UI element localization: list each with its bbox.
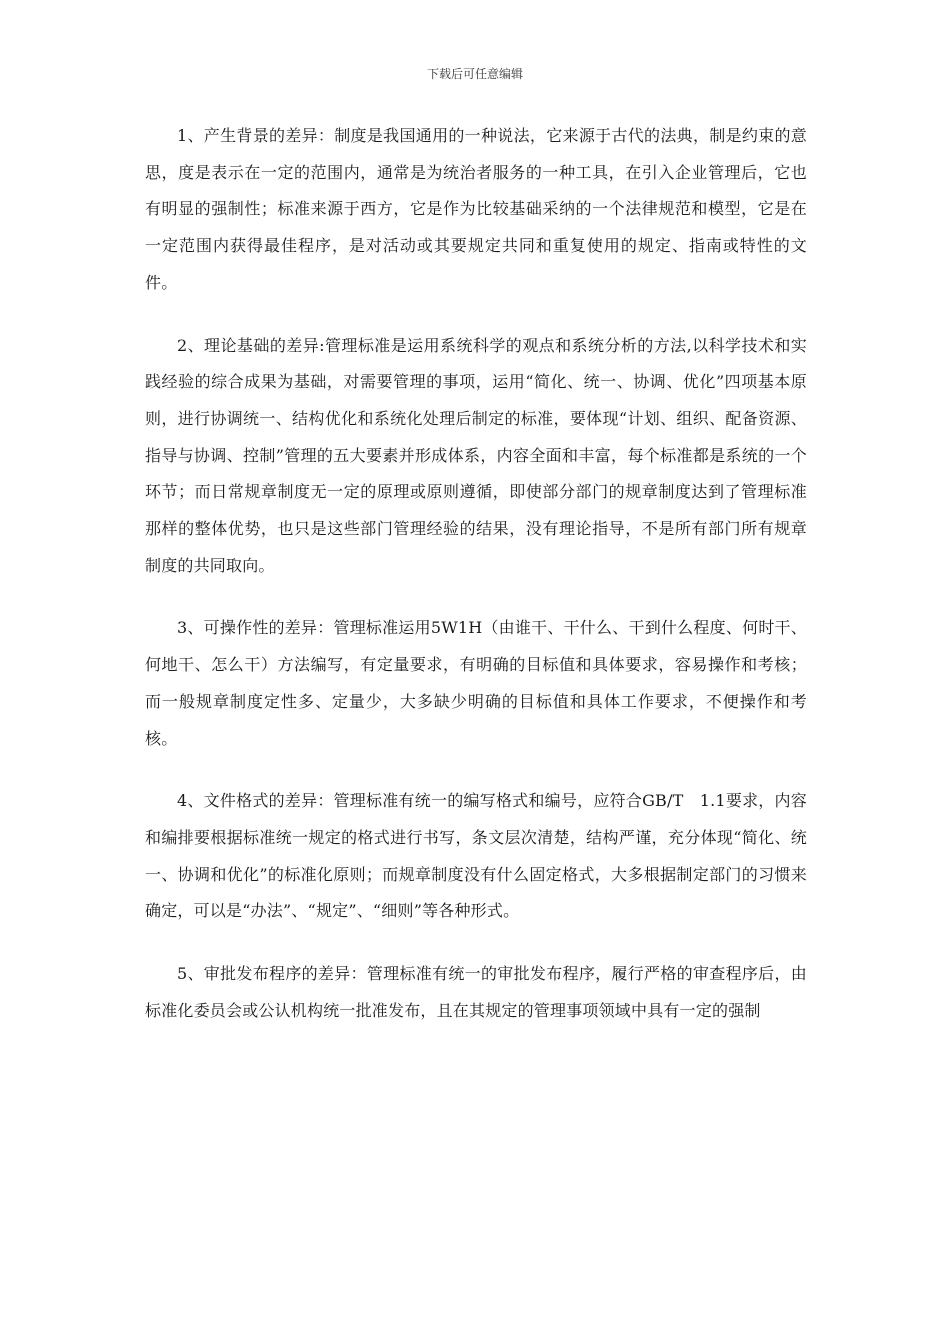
paragraph-3: 3、可操作性的差异：管理标准运用5W1H（由谁干、干什么、干到什么程度、何时干、何地干、怎么干）方法编写，有定量要求，有明确的目标值和具体要求，容易操作和考核；而一般规章制度定性多、定量少，大多缺少明确的目标值和具体工作要求，不便操作和考核。 xyxy=(145,618,807,748)
header-note: 下载后可任意编辑 xyxy=(426,67,523,81)
paragraph-5: 5、审批发布程序的差异：管理标准有统一的审批发布程序，履行严格的审查程序后，由标准化委员会或公认机构统一批准发布，且在其规定的管理事项领域中具有一定的强制 xyxy=(145,964,807,1020)
paragraph-1: 1、产生背景的差异：制度是我国通用的一种说法，它来源于古代的法典，制是约束的意思，度是表示在一定的范围内，通常是为统治者服务的一种工具，在引入企业管理后，它也有明显的强制性；标准来源于西方，它是作为比较基础采纳的一个法律规范和模型，它是在一定范围内获得最佳程序，是对活动或其要规定共同和重复使用的规定、指南或特性的文件。 xyxy=(145,126,807,292)
paragraph-2: 2、理论基础的差异:管理标准是运用系统科学的观点和系统分析的方法,以科学技术和实践经验的综合成果为基础，对需要管理的事项，运用“简化、统一、协调、优化”四项基本原则，进行协调统一、结构优化和系统化处理后制定的标准，要体现“计划、组织、配备资源、指导与协调、控制”管理的五大要素并形成体系，内容全面和丰富，每个标准都是系统的一个环节；而日常规章制度无一定的原理或原则遵循，即使部分部门的规章制度达到了管理标准那样的整体优势，也只是这些部门管理经验的结果，没有理论指导，不是所有部门所有规章制度的共同取向。 xyxy=(145,335,807,575)
document-body xyxy=(145,118,807,1055)
paragraph-4: 4、文件格式的差异：管理标准有统一的编写格式和编号，应符合GB/T 1.1要求，内容和编排要根据标准统一规定的格式进行书写，条文层次清楚，结构严谨，充分体现“简化、统一、协调和优化”的标准化原则；而规章制度没有什么固定格式，大多根据制定部门的习惯来确定，可以是“办法”、“规定”、“细则”等各种形式。 xyxy=(145,791,807,921)
